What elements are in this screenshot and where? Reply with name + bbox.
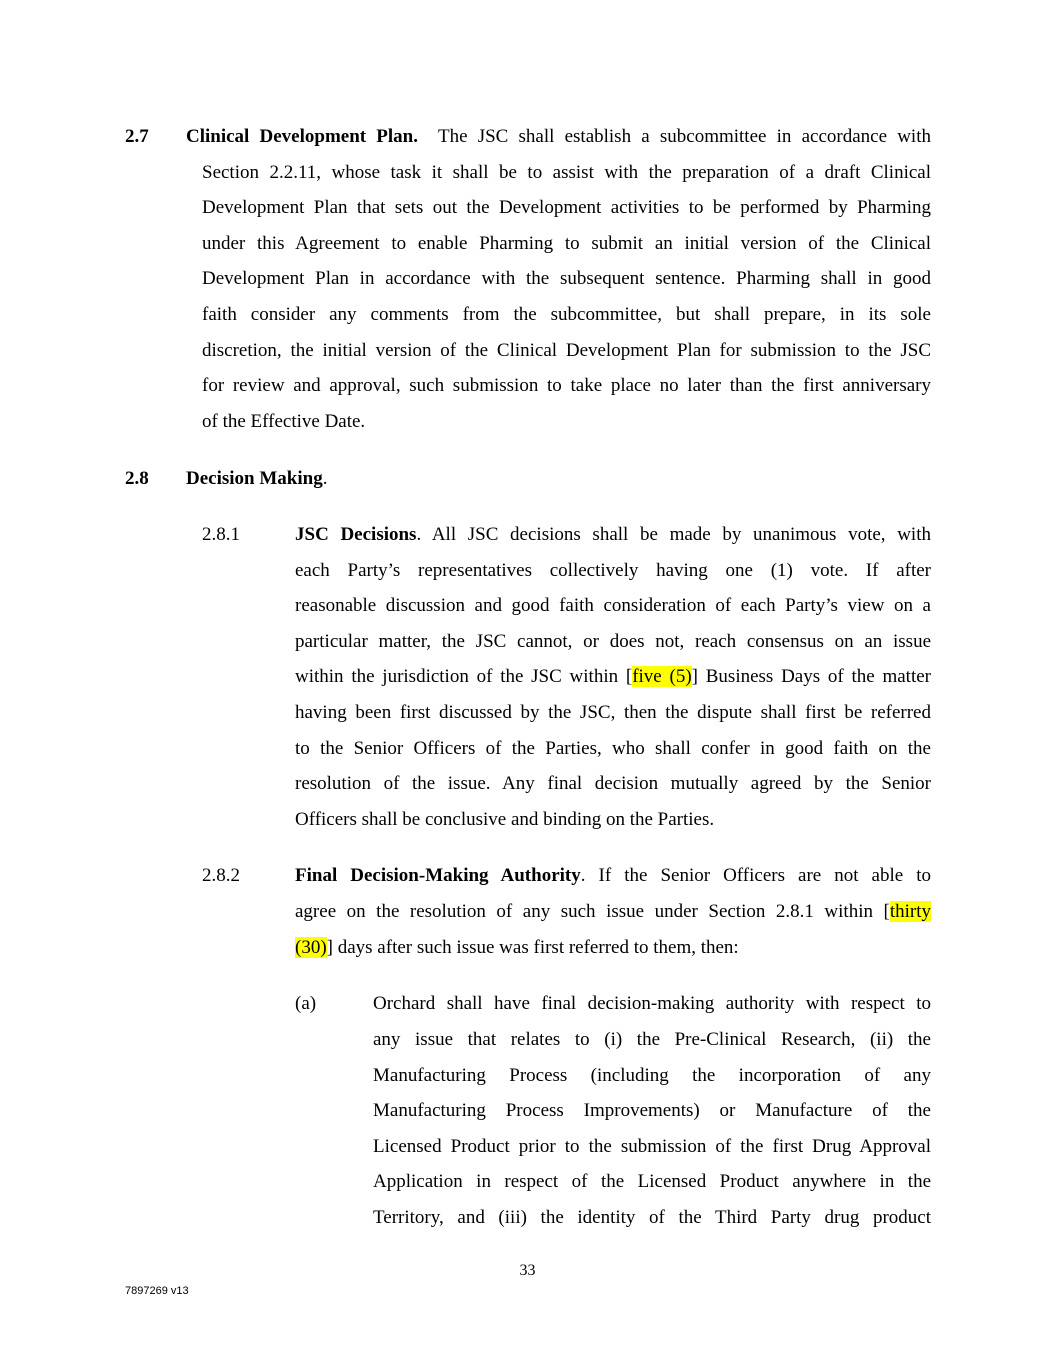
section-2-8-1-line-2: each Party’s representatives collectively having one (1) vote. If after	[295, 560, 931, 581]
section-2-8-1-heading: JSC Decisions	[295, 524, 417, 545]
highlight-five-days: five (5)	[632, 666, 692, 687]
clause-a-line-3: Manufacturing Process (including the incorporation of any	[373, 1065, 931, 1086]
section-2-8-1-line-1: JSC Decisions. All JSC decisions shall be made by unanimous vote, with	[295, 524, 931, 545]
clause-a-label: (a)	[295, 993, 317, 1014]
section-2-8-1-line-9: Officers shall be conclusive and binding on the Parties.	[295, 809, 715, 830]
section-2-8-1-number: 2.8.1	[202, 524, 240, 545]
page-number: 33	[519, 1262, 536, 1279]
section-2-7-line-5: Development Plan in accordance with the subsequent sentence. Pharming shall in good	[202, 268, 931, 289]
clause-a-line-2: any issue that relates to (i) the Pre-Clinical Research, (ii) the	[373, 1029, 931, 1050]
section-2-8-heading-line: Decision Making.	[186, 468, 328, 489]
section-2-8-2-line-3: (30)] days after such issue was first referred to them, then:	[295, 937, 739, 958]
section-2-7-line-9: of the Effective Date.	[202, 411, 366, 432]
section-2-8-1-line-7: to the Senior Officers of the Parties, who shall confer in good faith on the	[295, 738, 931, 759]
section-2-8-1-line-6: having been first discussed by the JSC, then the dispute shall first be referred	[295, 702, 931, 723]
highlight-thirty-number: (30)	[295, 937, 327, 958]
section-2-7-number: 2.7	[125, 126, 149, 147]
highlight-thirty: thirty	[889, 901, 931, 922]
clause-a-line-5: Licensed Product prior to the submission of the first Drug Approval	[373, 1136, 931, 1157]
clause-a-line-1: Orchard shall have final decision-making authority with respect to	[373, 993, 931, 1014]
clause-a-line-6: Application in respect of the Licensed Product anywhere in the	[373, 1171, 931, 1192]
section-2-8-1-line-4: particular matter, the JSC cannot, or does not, reach consensus on an issue	[295, 631, 931, 652]
section-2-7-line-8: for review and approval, such submission to take place no later than the first anniversary	[202, 375, 931, 396]
section-2-8-1-line-5: within the jurisdiction of the JSC within [five (5)] Business Days of the matter	[295, 666, 931, 687]
clause-a-line-4: Manufacturing Process Improvements) or Manufacture of the	[373, 1100, 931, 1121]
section-2-8-heading: Decision Making	[186, 468, 323, 489]
section-2-7-line-1: Clinical Development Plan. The JSC shall establish a subcommittee in accordance with	[186, 126, 931, 147]
section-2-8-number: 2.8	[125, 468, 149, 489]
section-2-7-heading: Clinical Development Plan.	[186, 126, 418, 147]
section-2-7-line-3: Development Plan that sets out the Development activities to be performed by Pharming	[202, 197, 931, 218]
section-2-7-line-7: discretion, the initial version of the Clinical Development Plan for submission to the JSC	[202, 340, 931, 361]
section-2-8-2-line-1: Final Decision-Making Authority. If the Senior Officers are not able to	[295, 865, 931, 886]
section-2-7-line-4: under this Agreement to enable Pharming to submit an initial version of the Clinical	[202, 233, 931, 254]
section-2-8-1-line-8: resolution of the issue. Any final decision mutually agreed by the Senior	[295, 773, 931, 794]
section-2-7-line-2: Section 2.2.11, whose task it shall be to assist with the preparation of a draft Clinical	[202, 162, 931, 183]
section-2-8-2-number: 2.8.2	[202, 865, 240, 886]
section-2-8-1-line-3: reasonable discussion and good faith consideration of each Party’s view on a	[295, 595, 931, 616]
clause-a-line-7: Territory, and (iii) the identity of the Third Party drug product	[373, 1207, 931, 1228]
section-2-8-2-heading: Final Decision-Making Authority	[295, 865, 581, 886]
section-2-8-2-line-2: agree on the resolution of any such issue under Section 2.8.1 within [thirty	[295, 901, 931, 922]
document-id: 7897269 v13	[125, 1285, 189, 1297]
section-2-7-line-6: faith consider any comments from the subcommittee, but shall prepare, in its sole	[202, 304, 931, 325]
